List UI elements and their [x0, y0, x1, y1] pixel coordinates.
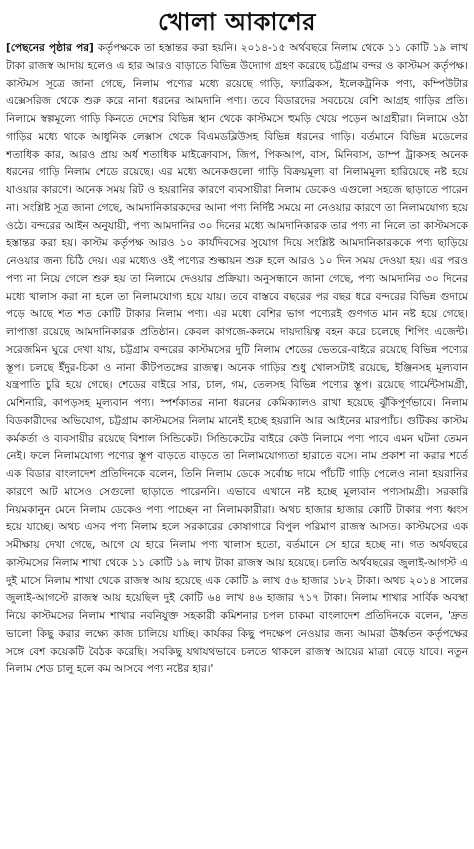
- continuation-kicker: [পেছনের পৃষ্ঠার পর]: [6, 42, 94, 54]
- article-headline: খোলা আকাশের: [158, 7, 316, 36]
- article-body-text: কর্তৃপক্ষকে তা হস্তান্তর করা হয়নি। ২০১৪-১৫ অর্থবছরে নিলাম থেকে ১১ কোটি ১৯ লাখ টাকা রাজস্ব আদায় হলেও এ হার আরও বাড়াতে বিভিন্ন উদ্যোগ গ্রহণ করেছে চট্টগ্রাম বন্দর ও কাস্টমস কর্তৃপক্ষ। কাস্টমস সূত্রে জানা গেছে, নিলাম পণ্যের মধ্যে রয়েছে গাড়ি, ফ্যাব্রিকস, ইলেকট্রনিক পণ্য, কম্পিউটার এক্সেসরিজ থেকে শুরু করে নানা ধরনের আমদানি পণ্য। তবে বিডারদের সবচেয়ে বেশি আগ্রহ গাড়ির প্রতি। নিলামে স্বল্পমূল্যে গাড়ি কিনতে দেশের বিভিন্ন স্থান থেকে কাস্টমসে হুমড়ি খেয়ে পড়েন আগ্রহীরা। নিলামে ওঠা গাড়ির মধ্যে থাকে আধুনিক লেক্সাস থেকে বিএমডব্লিউসহ বিভিন্ন ধরনের গাড়ি। বর্তমানে বিভিন্ন মডেলের শতাধিক কার, আরও প্রায় অর্ধ শতাধিক মাইক্রোবাস, জিপ, পিকআপ, বাস, মিনিবাস, ডাম্প ট্রাকসহ অনেক ধরনের গাড়ি নিলাম শেডে রয়েছে। এর মধ্যে অনেকগুলো গাড়ি বিক্রয়মূল্য বা নিলামমূল্য হারিয়েছে নষ্ট হয়ে যাওয়ার কারণে। অনেক সময় রিট ও হয়রানির কারণে ব্যবসায়ীরা নিলাম ডেকেও এগুলো সহজে ছাড়াতে পারেন না। সংশ্লিষ্ট সূত্র জানা গেছে, আমদানিকারকদের আনা পণ্য নির্দিষ্ট সময়ে না নেওয়ার কারণে তা নিলামযোগ্য হয়ে ওঠে। বন্দরের আইন অনুযায়ী, পণ্য আমদানির ৩০ দিনের মধ্যে আমদানিকারক তার পণ্য না নিলে তা কাস্টমসকে হস্তান্তর করা হয়। কাস্টম কর্তৃপক্ষ আরও ১০ কার্যদিবসের সুযোগ দিয়ে সংশ্লিষ্ট আমদানিকারককে পণ্য ছাড়িয়ে নেওয়ার জন্য চিঠি দেয়। এর মধ্যেও ওই পণ্যের শুল্কায়ন শুরু হলে আরও ১০ দিন সময় দেওয়া হয়। এর পরও পণ্য না নিয়ে গেলে শুরু হয় তা নিলামে দেওয়ার প্রক্রিয়া। অনুসন্ধানে জানা গেছে, পণ্য আমদানির ৩০ দিনের মধ্যে খালাস করা না হলে তা নিলামযোগ্য হয়ে যায়। তবে বাস্তবে বছরের পর বছর ধরে বন্দরের বিভিন্ন গুদামে পড়ে আছে শত শত কোটি টাকার নিলাম পণ্য। এর মধ্যে বেশির ভাগ পণ্যেরই গুণগত মান নষ্ট হয়ে গেছে। লাপাত্তা রয়েছে আমদানিকারক প্রতিষ্ঠান। কেবল কাগজে-কলমে দায়দায়িত্ব বহন করে চলেছে শিপিং এজেন্ট। সরেজমিন ঘুরে দেখা যায়, চট্টগ্রাম বন্দরের কাস্টমসের দুটি নিলাম শেডের ভেতরে-বাইরে রয়েছে বিভিন্ন পণ্যের স্তূপ। চলছে ইঁদুর-চিকা ও নানা কীটপতঙ্গের রাজত্ব। অনেক গাড়ির শুধু খোলসটাই রয়েছে, ইঞ্জিনসহ মূল্যবান যন্ত্রপাতি চুরি হয়ে গেছে। শেডের বাইরে সার, চাল, গম, তেলসহ বিভিন্ন পণ্যের স্তূপ। রয়েছে গার্মেন্টসামগ্রী, মেশিনারি, কাপড়সহ মূল্যবান পণ্য। স্পর্শকাতর নানা ধরনের কেমিক্যালও রাখা হয়েছে ঝুঁকিপূর্ণভাবে। নিলাম বিডকারীদের অভিযোগ, চট্টগ্রাম কাস্টমসের নিলাম মানেই হচ্ছে হয়রানি আর আইনের মারপ্যাঁচ। গুটিকয় কাস্টম কর্মকর্তা ও ব্যবসায়ীর রয়েছে বিশাল সিন্ডিকেট। সিন্ডিকেটের বাইরে কেউ নিলামে পণ্য পাবে এমন ঘটনা তেমন নেই। ফলে নিলামযোগ্য পণ্যের স্তূপ বাড়তে বাড়তে তা নিলামযোগ্যতা হারাতে বসে। নাম প্রকাশ না করার শর্তে এক বিডার বাংলাদেশ প্রতিদিনকে বলেন, তিনি নিলাম ডেকে সর্বোচ্চ দামে পাঁচটি গাড়ি পেলেও নানা হয়রানির কারণে আট মাসেও সেগুলো ছাড়াতে পারেননি। এভাবে এখানে নষ্ট হচ্ছে মূল্যবান পণ্যসামগ্রী। সরকারি নিয়মকানুন মেনে নিলাম ডেকেও পণ্য পাচ্ছেন না নিলামকারীরা। অথচ হাজার হাজার কোটি টাকার পণ্য ধ্বংস হয়ে যাচ্ছে। অথচ এসব পণ্য নিলাম হলে সরকারের কোষাগারে বিপুল পরিমাণ রাজস্ব আসত। কাস্টমসের এক সমীক্ষায় দেখা গেছে, আগে যে হারে নিলাম পণ্য খালাস হতো, বর্তমানে সে হারে হচ্ছে না। গত অর্থবছরে কাস্টমসের নিলাম শাখা থেকে ১১ কোটি ১৯ লাখ টাকা রাজস্ব আয় হয়েছে। চলতি অর্থবছরের জুলাই-আগস্ট এ দুই মাসে নিলাম শাখা থেকে রাজস্ব আয় হয়েছে এক কোটি ৯ লাখ ৫৬ হাজার ১৮২ টাকা। অথচ ২০১৪ সালের জুলাই-আগস্টে রাজস্ব আয় হয়েছিল দুই কোটি ৬৪ লাখ ৪৬ হাজার ৭১৭ টাকা। নিলাম শাখার সার্বিক অবস্থা নিয়ে কাস্টমসের নিলাম শাখার নবনিযুক্ত সহকারী কমিশনার চপল চাকমা বাংলাদেশ প্রতিদিনকে বলেন, 'দ্রুত ভালো কিছু করার লক্ষ্যে কাজ চালিয়ে যাচ্ছি। কার্যকর কিছু পদক্ষেপ নেওয়ার জন্য আমরা ঊর্ধ্বতন কর্তৃপক্ষের সঙ্গে বেশ কয়েকটি বৈঠক করেছি। সবকিছু যথাযথভাবে চলতে থাকলে রাজস্ব আয়ের মাত্রা বেড়ে যাবে। নতুন নিলাম শেড চালু হলে কম আসবে পণ্য নষ্টের হার।': [6, 42, 468, 676]
- article-body: [6, 40, 468, 844]
